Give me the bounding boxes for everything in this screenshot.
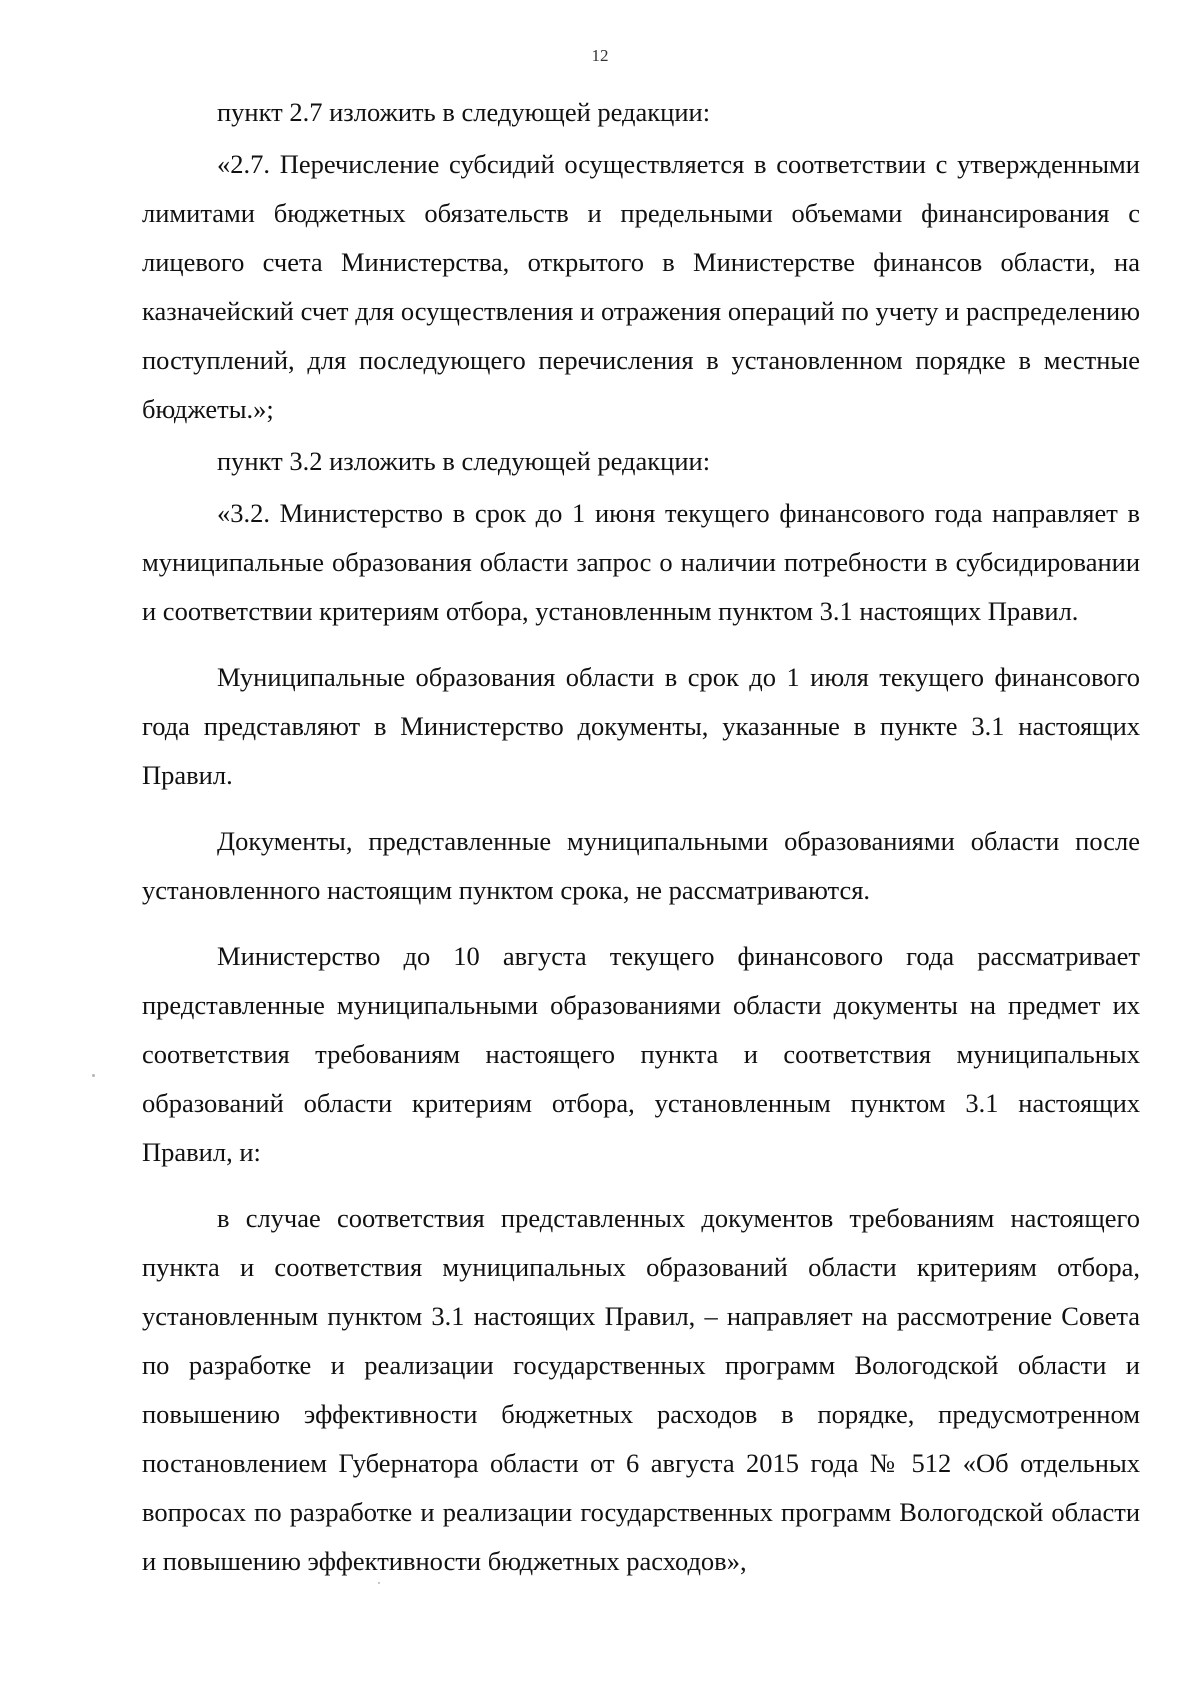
paragraph-municipal-deadline: Муниципальные образования области в срок до 1 июля текущего финансового года представляют в Министерство документы, указанные в пункте 3.1 настоящих Правил.	[142, 662, 1140, 790]
paragraph-amend-2-7-intro: пункт 2.7 изложить в следующей редакции:	[217, 97, 711, 127]
paragraph-compliance-case: в случае соответствия представленных документов требованиям настоящего пункта и соответствия муниципальных образований области критериям отбора, установленным пунктом 3.1 настоящих Правил, – направляет на рассмотрение Совета по разработке и реализации государственных программ Вологодской области и повышению эффективности бюджетных расходов в порядке, предусмотренном постановлением Губернатора области от 6 августа 2015 года № 512 «Об отдельных вопросах по разработке и реализации государственных программ Вологодской области и повышению эффективности бюджетных расходов»,	[142, 1203, 1140, 1576]
paragraph-3-2-text: «3.2. Министерство в срок до 1 июня текущего финансового года направляет в муниципальные образования области запрос о наличии потребности в субсидировании и соответствии критериям отбора, установленным пунктом 3.1 настоящих Правил.	[142, 498, 1140, 626]
page-number: 12	[591, 46, 609, 65]
scan-speck	[92, 1074, 95, 1077]
paragraph-amend-3-2-intro: пункт 3.2 изложить в следующей редакции:	[217, 446, 711, 476]
scan-speck	[378, 1582, 380, 1584]
paragraph-late-documents: Документы, представленные муниципальными образованиями области после установленного настоящим пунктом срока, не рассматриваются.	[142, 826, 1140, 905]
paragraph-ministry-review: Министерство до 10 августа текущего финансового года рассматривает представленные муниципальными образованиями области документы на предмет их соответствия требованиям настоящего пункта и соответствия муниципальных образований области критериям отбора, установленным пунктом 3.1 настоящих Правил, и:	[142, 941, 1140, 1167]
document-body	[142, 88, 1140, 1586]
paragraph-2-7-text: «2.7. Перечисление субсидий осуществляется в соответствии с утвержденными лимитами бюджетных обязательств и предельными объемами финансирования с лицевого счета Министерства, открытого в Министерстве финансов области, на казначейский счет для осуществления и отражения операций по учету и распределению поступлений, для последующего перечисления в установленном порядке в местные бюджеты.»;	[142, 149, 1140, 424]
